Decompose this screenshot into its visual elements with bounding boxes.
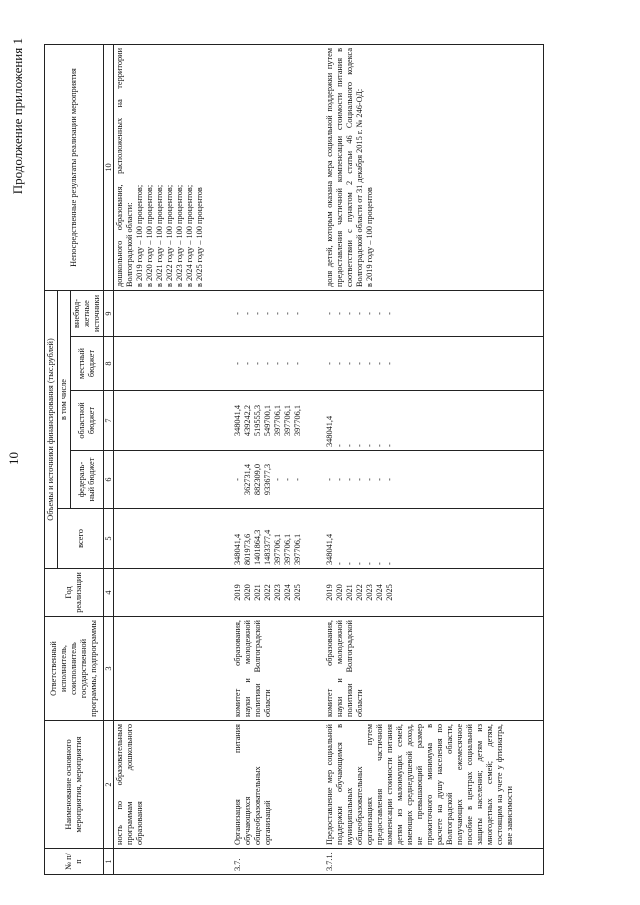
row-years — [114, 569, 232, 617]
header-offbudget: внебюд- жетные источники — [71, 290, 104, 336]
row-offbudget: - - - - - - - — [324, 290, 544, 336]
header-funding: Объемы и источники финансирования (тыс.рублей) — [45, 290, 58, 568]
continuation-note: Продолжение приложения 1 — [10, 38, 25, 195]
header-total: всего — [58, 509, 104, 569]
row-results: дошкольного образования, расположенных на территории Волгоградской области: в 2019 году – 100 процентов; в 2020 году – 100 процентов; в 2021 году – 100 процентов; в 2022 году – 100 процентов; в 2023 году – 100 процентов; в 2024 году – 100 процентов; в 2025 году – 100 процентов — [114, 44, 232, 290]
header-regional: областной бюджет — [71, 391, 104, 451]
header-executor: Ответственный исполнитель, соисполнитель государственной программы, подпрограммы — [45, 617, 104, 721]
row-total — [114, 509, 232, 569]
col-number: 3 — [104, 617, 114, 721]
row-offbudget — [114, 290, 232, 336]
row-years: 2019 2020 2021 2022 2023 2024 2025 — [324, 569, 544, 617]
header-local: местный бюджет — [71, 337, 104, 391]
row-total: 348041,4 - - - - - - — [324, 509, 544, 569]
col-number: 5 — [104, 509, 114, 569]
row-regional: 348041,4 439242,2 519555,3 549700,1 397706,1 397706,1 397706,1 — [232, 391, 324, 451]
row-results — [232, 44, 324, 290]
row-name: ность по образовательным программам дошкольного образования — [114, 721, 232, 849]
row-executor: комитет образования, науки и молодежной политики Волгоградской области — [232, 617, 324, 721]
row-num: 3.7. — [232, 849, 324, 875]
col-number: 8 — [104, 337, 114, 391]
col-number: 1 — [104, 849, 114, 875]
table-row — [114, 44, 232, 874]
header-year: Год реализации — [45, 569, 104, 617]
header-num: № п/п — [45, 849, 104, 875]
col-number: 6 — [104, 451, 114, 509]
table-row — [232, 44, 324, 874]
row-executor: комитет образования, науки и молодежной политики Волгоградской области — [324, 617, 544, 721]
header-results: Непосредственные результаты реализации мероприятия — [45, 44, 104, 290]
row-num — [114, 849, 232, 875]
header-incl: в том числе — [58, 290, 71, 508]
row-federal: - 362731,4 882309,0 933677,3 - - - — [232, 451, 324, 509]
row-federal: - - - - - - - — [324, 451, 544, 509]
header-name: Наименование основного мероприятия, мероприятия — [45, 721, 104, 849]
header-federal: федераль- ный бюджет — [71, 451, 104, 509]
row-local: - - - - - - - — [324, 337, 544, 391]
row-results: доля детей, которым оказана мера социальной поддержки путем предоставления частичной компенсации стоимости питания в соответствии с пунктом 2 статьи 46 Социального кодекса Волгоградской области от 31 декабря 2015 г. № 246-ОД: в 2019 году – 100 процентов — [324, 44, 544, 290]
row-regional — [114, 391, 232, 451]
column-numbers-row — [104, 44, 114, 874]
row-offbudget: - - - - - - - — [232, 290, 324, 336]
row-total: 348041,4 801973,6 1401864,3 1483377,4 397706,1 397706,1 397706,1 — [232, 509, 324, 569]
col-number: 2 — [104, 721, 114, 849]
row-local: - - - - - - - — [232, 337, 324, 391]
table-row — [324, 44, 544, 874]
row-regional: 348041,4 - - - - - - — [324, 391, 544, 451]
row-local — [114, 337, 232, 391]
row-federal — [114, 451, 232, 509]
col-number: 10 — [104, 44, 114, 290]
row-executor — [114, 617, 232, 721]
col-number: 4 — [104, 569, 114, 617]
col-number: 7 — [104, 391, 114, 451]
page-number: 10 — [6, 452, 21, 465]
row-name: Предоставление мер социальной поддержки обучающимся в муниципальных общеобразовательных организациях путем предоставления частичной компенсации стоимости питания детям из малоимущих семей, имеющих среднедушевой доход, не превышающий размер прожиточного минимума в расчете на душу населения по Волгоградской области, получающих ежемесячное пособие в центрах социальной защиты населения; детям из многодетных семей; детям, состоящим на учете у фтизиатра, вне зависимости — [324, 721, 544, 849]
row-years: 2019 2020 2021 2022 2023 2024 2025 — [232, 569, 324, 617]
program-table — [44, 44, 544, 875]
col-number: 9 — [104, 290, 114, 336]
row-num: 3.7.1. — [324, 849, 544, 875]
row-name: Организация питания обучающихся общеобразовательных организаций — [232, 721, 324, 849]
